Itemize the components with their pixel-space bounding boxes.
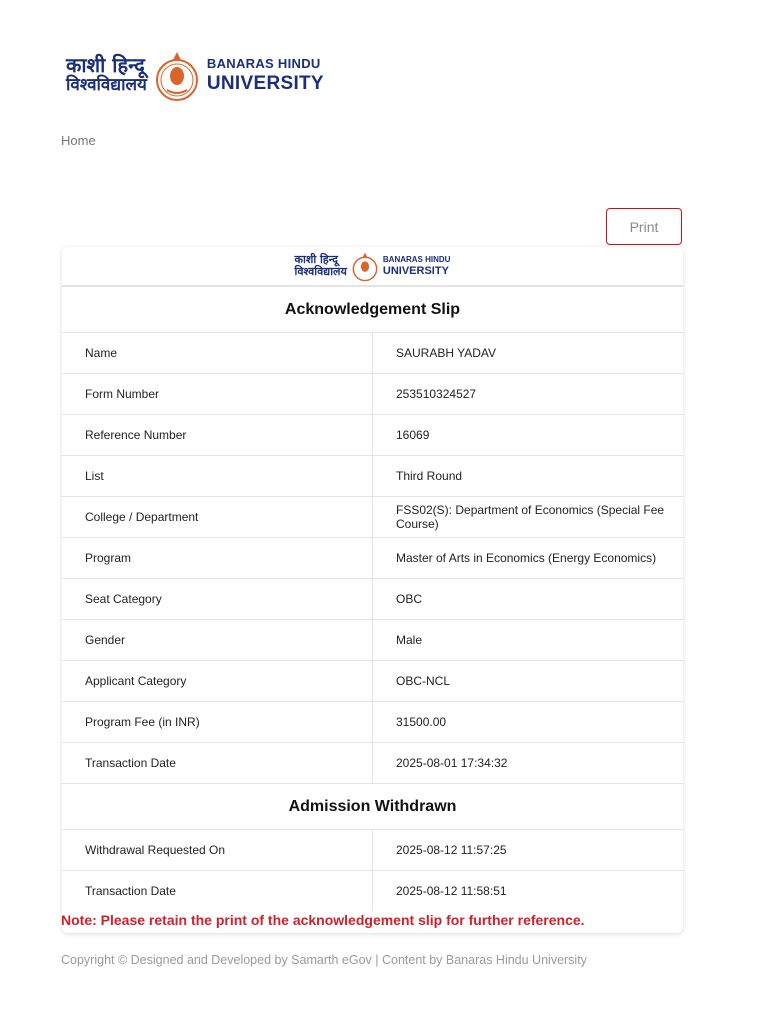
logo-english-text: BANARAS HINDU UNIVERSITY [206, 56, 324, 94]
table-row: Name SAURABH YADAV [62, 333, 683, 374]
table-row: List Third Round [62, 456, 683, 497]
card-logo: काशी हिन्दू विश्वविद्यालय BANARAS HINDU UNIVERSITY [62, 247, 683, 286]
table-row: Withdrawal Requested On 2025-08-12 11:57:25 [62, 830, 683, 871]
table-row: Transaction Date 2025-08-01 17:34:32 [62, 743, 683, 784]
table-row: Applicant Category OBC-NCL [62, 661, 683, 702]
table-row: Reference Number 16069 [62, 415, 683, 456]
university-logo[interactable] [66, 44, 366, 106]
footer-copyright: Copyright © Designed and Developed by Samarth eGov | Content by Banaras Hindu University [61, 953, 587, 967]
logo-hindi-text: काशी हिन्दू विश्वविद्यालय [66, 53, 147, 95]
slip-title: Acknowledgement Slip [62, 287, 683, 333]
print-button[interactable]: Print [606, 208, 682, 245]
table-row: Form Number 253510324527 [62, 374, 683, 415]
breadcrumb-home[interactable]: Home [61, 133, 96, 148]
acknowledgement-table [62, 286, 683, 911]
university-emblem-icon [153, 46, 201, 104]
table-row: Seat Category OBC [62, 579, 683, 620]
table-row: Transaction Date 2025-08-12 11:58:51 [62, 871, 683, 912]
table-row: Program Fee (in INR) 31500.00 [62, 702, 683, 743]
university-emblem-icon [351, 249, 379, 283]
table-row: Program Master of Arts in Economics (Energy Economics) [62, 538, 683, 579]
withdrawal-title: Admission Withdrawn [62, 784, 683, 830]
retain-note: Note: Please retain the print of the acknowledgement slip for further reference. [61, 912, 585, 928]
table-row: College / Department FSS02(S): Department of Economics (Special Fee Course) [62, 497, 683, 538]
table-row: Gender Male [62, 620, 683, 661]
acknowledgement-card [62, 247, 683, 933]
